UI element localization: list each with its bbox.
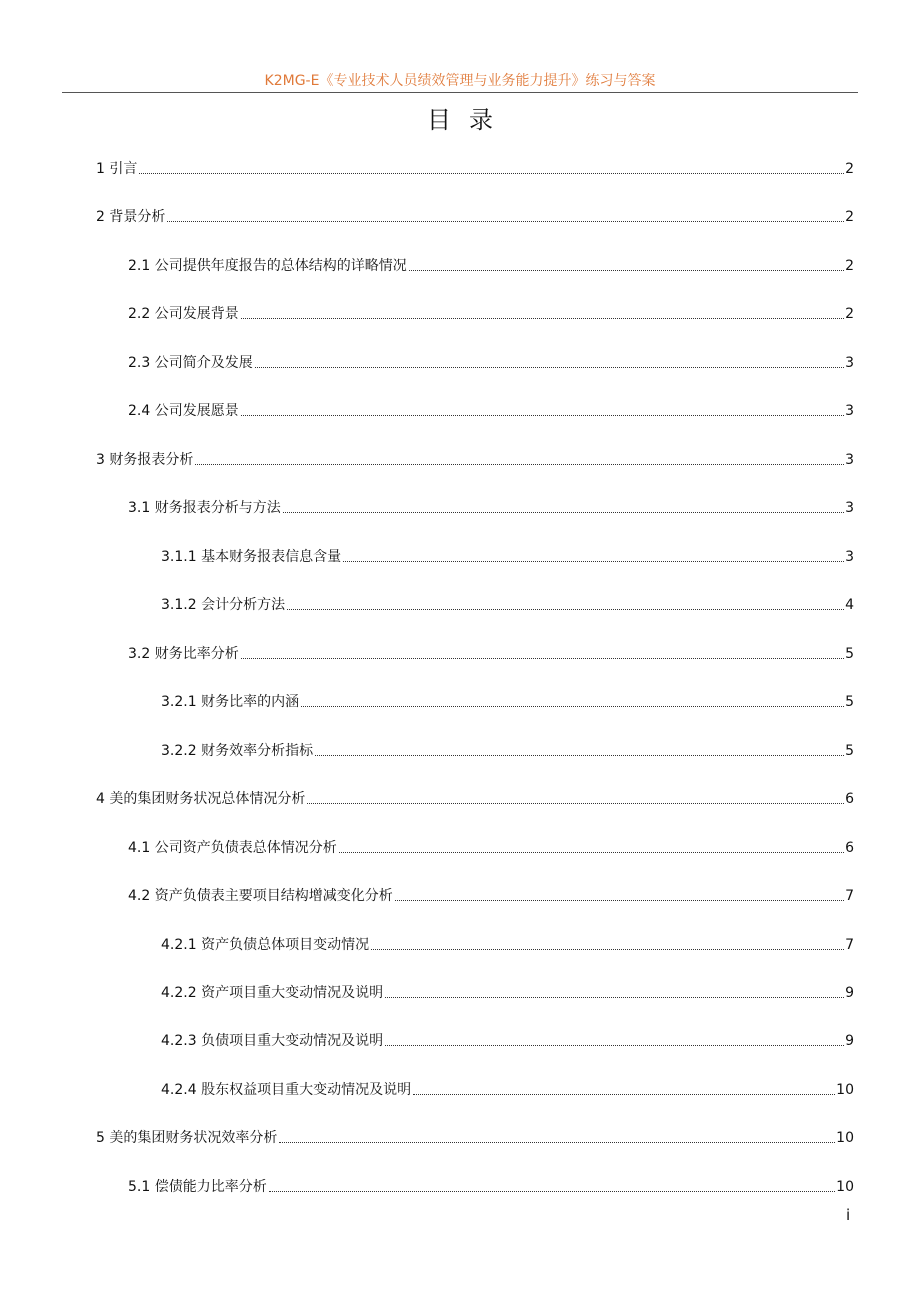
toc-entry[interactable] bbox=[96, 202, 854, 226]
toc-entry-label: 3.1.1 基本财务报表信息含量 bbox=[161, 549, 342, 565]
running-header: K2MG-E《专业技术人员绩效管理与业务能力提升》练习与答案 bbox=[264, 73, 656, 89]
toc-entry[interactable] bbox=[128, 251, 854, 275]
toc-entry[interactable] bbox=[161, 1026, 854, 1050]
dot-leader bbox=[139, 173, 844, 174]
toc-entry-page: 10 bbox=[836, 1179, 854, 1195]
toc-entry-label: 3.2.1 财务比率的内涵 bbox=[161, 694, 300, 710]
toc-entry-page: 5 bbox=[845, 694, 854, 710]
toc-entry-label: 2 背景分析 bbox=[96, 209, 166, 225]
toc-entry-page: 2 bbox=[845, 209, 854, 225]
toc-entry-page: 3 bbox=[845, 355, 854, 371]
toc-entry[interactable] bbox=[161, 542, 854, 566]
dot-leader bbox=[385, 1045, 844, 1046]
dot-leader bbox=[409, 270, 844, 271]
dot-leader bbox=[385, 997, 844, 998]
toc-entry-page: 3 bbox=[845, 403, 854, 419]
dot-leader bbox=[167, 221, 844, 222]
toc-entry-page: 2 bbox=[845, 258, 854, 274]
toc-entry[interactable] bbox=[161, 590, 854, 614]
dot-leader bbox=[315, 755, 844, 756]
dot-leader bbox=[279, 1142, 835, 1143]
toc-entry-page: 3 bbox=[845, 452, 854, 468]
dot-leader bbox=[241, 415, 844, 416]
toc-entry-page: 4 bbox=[845, 597, 854, 613]
dot-leader bbox=[241, 318, 844, 319]
toc-entry[interactable] bbox=[96, 445, 854, 469]
toc-entry[interactable] bbox=[161, 978, 854, 1002]
dot-leader bbox=[195, 464, 844, 465]
toc-entry[interactable] bbox=[128, 348, 854, 372]
toc-entry-page: 7 bbox=[845, 888, 854, 904]
toc-entry-page: 6 bbox=[845, 791, 854, 807]
toc-entry[interactable] bbox=[128, 639, 854, 663]
toc-entry[interactable] bbox=[128, 493, 854, 517]
dot-leader bbox=[241, 658, 844, 659]
toc-entry-page: 10 bbox=[836, 1082, 854, 1098]
toc-entry[interactable] bbox=[128, 396, 854, 420]
toc-entry-label: 4.2 资产负债表主要项目结构增减变化分析 bbox=[128, 888, 393, 904]
toc-entry-label: 4 美的集团财务状况总体情况分析 bbox=[96, 791, 306, 807]
toc-entry-label: 2.4 公司发展愿景 bbox=[128, 403, 239, 419]
toc-entry-label: 3 财务报表分析 bbox=[96, 452, 194, 468]
toc-title: 目录 bbox=[427, 106, 511, 134]
dot-leader bbox=[371, 949, 844, 950]
toc-entry-label: 3.1 财务报表分析与方法 bbox=[128, 500, 281, 516]
toc-entry-page: 2 bbox=[845, 306, 854, 322]
dot-leader bbox=[255, 367, 844, 368]
toc-entry-page: 9 bbox=[845, 985, 854, 1001]
toc-entry[interactable] bbox=[128, 1172, 854, 1196]
toc-entry-label: 4.1 公司资产负债表总体情况分析 bbox=[128, 840, 337, 856]
toc-entry-label: 2.1 公司提供年度报告的总体结构的详略情况 bbox=[128, 258, 407, 274]
dot-leader bbox=[287, 609, 844, 610]
toc-entry-label: 3.2 财务比率分析 bbox=[128, 646, 239, 662]
toc-entry-label: 4.2.4 股东权益项目重大变动情况及说明 bbox=[161, 1082, 412, 1098]
toc-entry[interactable] bbox=[128, 299, 854, 323]
dot-leader bbox=[413, 1094, 835, 1095]
toc-entry-page: 9 bbox=[845, 1033, 854, 1049]
toc-entry-page: 10 bbox=[836, 1130, 854, 1146]
toc-entry-label: 3.1.2 会计分析方法 bbox=[161, 597, 286, 613]
toc-entry-label: 4.2.1 资产负债总体项目变动情况 bbox=[161, 937, 370, 953]
toc-entry-page: 7 bbox=[845, 937, 854, 953]
toc-entry-page: 2 bbox=[845, 161, 854, 177]
dot-leader bbox=[395, 900, 844, 901]
dot-leader bbox=[339, 852, 844, 853]
toc-entry[interactable] bbox=[128, 833, 854, 857]
toc-entry-page: 3 bbox=[845, 549, 854, 565]
toc-entry-page: 5 bbox=[845, 646, 854, 662]
header-divider bbox=[62, 92, 858, 93]
toc-entry-label: 2.3 公司简介及发展 bbox=[128, 355, 253, 371]
toc-entry-label: 3.2.2 财务效率分析指标 bbox=[161, 743, 314, 759]
dot-leader bbox=[269, 1191, 835, 1192]
toc-entry-page: 6 bbox=[845, 840, 854, 856]
toc-entry[interactable] bbox=[96, 154, 854, 178]
toc-entry-label: 4.2.2 资产项目重大变动情况及说明 bbox=[161, 985, 384, 1001]
toc-entry-label: 1 引言 bbox=[96, 161, 138, 177]
toc-entry[interactable] bbox=[161, 930, 854, 954]
dot-leader bbox=[343, 561, 844, 562]
toc-entry[interactable] bbox=[161, 687, 854, 711]
toc-entry-label: 4.2.3 负债项目重大变动情况及说明 bbox=[161, 1033, 384, 1049]
toc-entry[interactable] bbox=[96, 784, 854, 808]
toc-entry-page: 3 bbox=[845, 500, 854, 516]
toc-entry[interactable] bbox=[161, 1075, 854, 1099]
toc-entry-label: 2.2 公司发展背景 bbox=[128, 306, 239, 322]
dot-leader bbox=[301, 706, 844, 707]
toc-entry-label: 5 美的集团财务状况效率分析 bbox=[96, 1130, 278, 1146]
toc-entry[interactable] bbox=[96, 1123, 854, 1147]
toc-entry[interactable] bbox=[161, 736, 854, 760]
toc-entry[interactable] bbox=[128, 881, 854, 905]
dot-leader bbox=[307, 803, 844, 804]
dot-leader bbox=[283, 512, 844, 513]
page-number: i bbox=[846, 1206, 851, 1224]
toc-entry-label: 5.1 偿债能力比率分析 bbox=[128, 1179, 267, 1195]
toc-entry-page: 5 bbox=[845, 743, 854, 759]
